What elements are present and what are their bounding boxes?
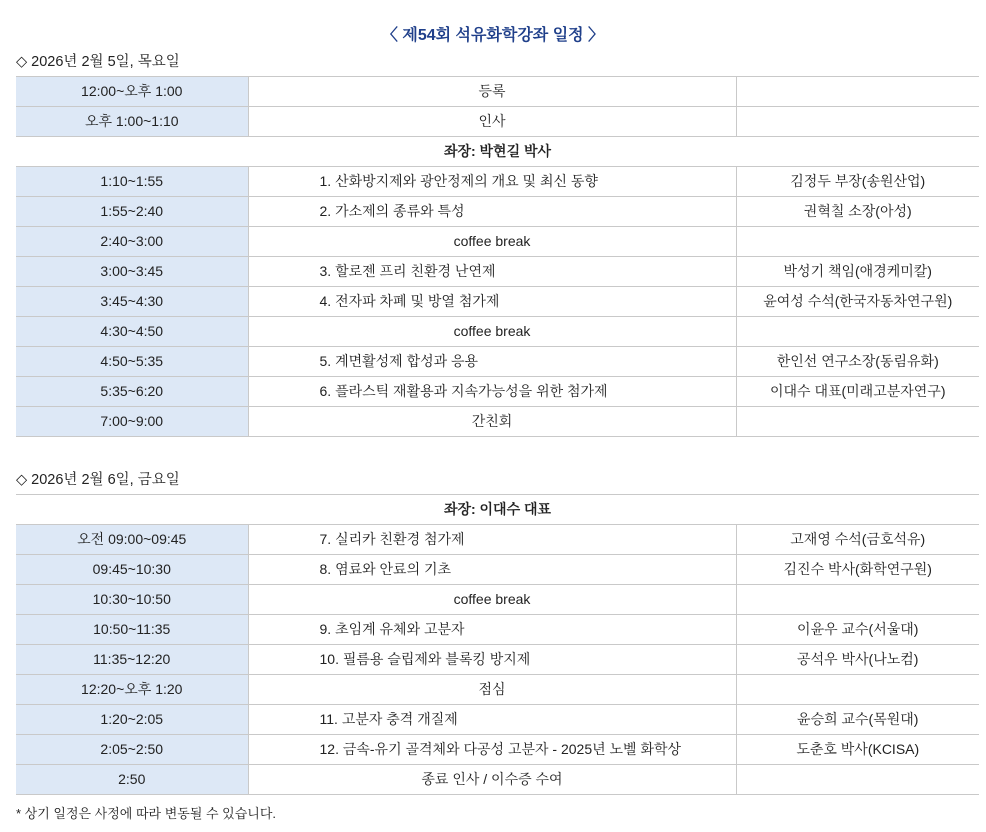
time-cell: 4:50~5:35 [16,347,248,377]
schedule-row [16,227,979,257]
lecture-topic-cell: 11. 고분자 충격 개질제 [248,705,736,735]
event-cell: coffee break [248,585,736,615]
day2-schedule-table [16,494,979,795]
speaker-cell [736,407,979,437]
time-cell: 3:00~3:45 [16,257,248,287]
speaker-cell: 김진수 박사(화학연구원) [736,555,979,585]
time-cell: 3:45~4:30 [16,287,248,317]
event-cell: 간친회 [248,407,736,437]
schedule-title: 〈 제54회 석유화학강좌 일정 〉 [381,27,605,44]
schedule-row [16,77,979,107]
schedule-row [16,407,979,437]
lecture-topic-cell: 4. 전자파 차폐 및 방열 첨가제 [248,287,736,317]
speaker-cell [736,107,979,137]
speaker-cell [736,675,979,705]
schedule-row [16,287,979,317]
schedule-row [16,765,979,795]
footnote: * 상기 일정은 사정에 따라 변동될 수 있습니다. [16,806,276,821]
time-cell: 오후 1:00~1:10 [16,107,248,137]
time-cell: 2:50 [16,765,248,795]
time-cell: 오전 09:00~09:45 [16,525,248,555]
chair-row [16,495,979,525]
time-cell: 10:50~11:35 [16,615,248,645]
day1-heading: ◇ 2026년 2월 5일, 목요일 [16,54,180,70]
schedule-row [16,167,979,197]
time-cell: 12:20~오후 1:20 [16,675,248,705]
speaker-cell [736,77,979,107]
speaker-cell: 이대수 대표(미래고분자연구) [736,377,979,407]
time-cell: 2:05~2:50 [16,735,248,765]
schedule-row [16,377,979,407]
event-cell: 점심 [248,675,736,705]
time-cell: 11:35~12:20 [16,645,248,675]
time-cell: 2:40~3:00 [16,227,248,257]
schedule-row [16,197,979,227]
lecture-topic-cell: 3. 할로젠 프리 친환경 난연제 [248,257,736,287]
lecture-topic-cell: 9. 초임계 유체와 고분자 [248,615,736,645]
speaker-cell: 도춘호 박사(KCISA) [736,735,979,765]
schedule-row [16,347,979,377]
lecture-topic-cell: 1. 산화방지제와 광안정제의 개요 및 최신 동향 [248,167,736,197]
schedule-row [16,257,979,287]
schedule-row [16,675,979,705]
schedule-row [16,317,979,347]
event-cell: coffee break [248,227,736,257]
schedule-row [16,107,979,137]
session-chair: 좌장: 박현길 박사 [16,137,979,167]
event-cell: 등록 [248,77,736,107]
lecture-topic-cell: 6. 플라스틱 재활용과 지속가능성을 위한 첨가제 [248,377,736,407]
lecture-topic-cell: 5. 계면활성제 합성과 응용 [248,347,736,377]
lecture-topic-cell: 12. 금속-유기 골격체와 다공성 고분자 - 2025년 노벨 화학상 [248,735,736,765]
schedule-row [16,525,979,555]
time-cell: 5:35~6:20 [16,377,248,407]
speaker-cell: 한인선 연구소장(동림유화) [736,347,979,377]
event-cell: coffee break [248,317,736,347]
lecture-topic-cell: 7. 실리카 친환경 첨가제 [248,525,736,555]
speaker-cell [736,585,979,615]
chair-row [16,137,979,167]
speaker-cell: 윤승희 교수(목원대) [736,705,979,735]
schedule-row [16,735,979,765]
speaker-cell: 공석우 박사(나노컴) [736,645,979,675]
schedule-row [16,555,979,585]
time-cell: 12:00~오후 1:00 [16,77,248,107]
day2-heading: ◇ 2026년 2월 6일, 금요일 [16,472,180,488]
day1-schedule-table [16,76,979,437]
time-cell: 1:55~2:40 [16,197,248,227]
speaker-cell [736,765,979,795]
day2-table-body [16,495,979,795]
session-chair: 좌장: 이대수 대표 [16,495,979,525]
lecture-topic-cell: 2. 가소제의 종류와 특성 [248,197,736,227]
schedule-row [16,615,979,645]
speaker-cell: 이윤우 교수(서울대) [736,615,979,645]
speaker-cell [736,317,979,347]
schedule-row [16,705,979,735]
speaker-cell: 고재영 수석(금호석유) [736,525,979,555]
speaker-cell: 김정두 부장(송원산업) [736,167,979,197]
time-cell: 7:00~9:00 [16,407,248,437]
time-cell: 1:20~2:05 [16,705,248,735]
time-cell: 1:10~1:55 [16,167,248,197]
speaker-cell: 박성기 책임(애경케미칼) [736,257,979,287]
time-cell: 09:45~10:30 [16,555,248,585]
schedule-row [16,585,979,615]
time-cell: 10:30~10:50 [16,585,248,615]
speaker-cell [736,227,979,257]
time-cell: 4:30~4:50 [16,317,248,347]
lecture-topic-cell: 10. 필름용 슬립제와 블록킹 방지제 [248,645,736,675]
schedule-row [16,645,979,675]
day1-table-body [16,77,979,437]
speaker-cell: 윤여성 수석(한국자동차연구원) [736,287,979,317]
event-cell: 인사 [248,107,736,137]
speaker-cell: 권혁칠 소장(아성) [736,197,979,227]
lecture-topic-cell: 8. 염료와 안료의 기초 [248,555,736,585]
event-cell: 종료 인사 / 이수증 수여 [248,765,736,795]
